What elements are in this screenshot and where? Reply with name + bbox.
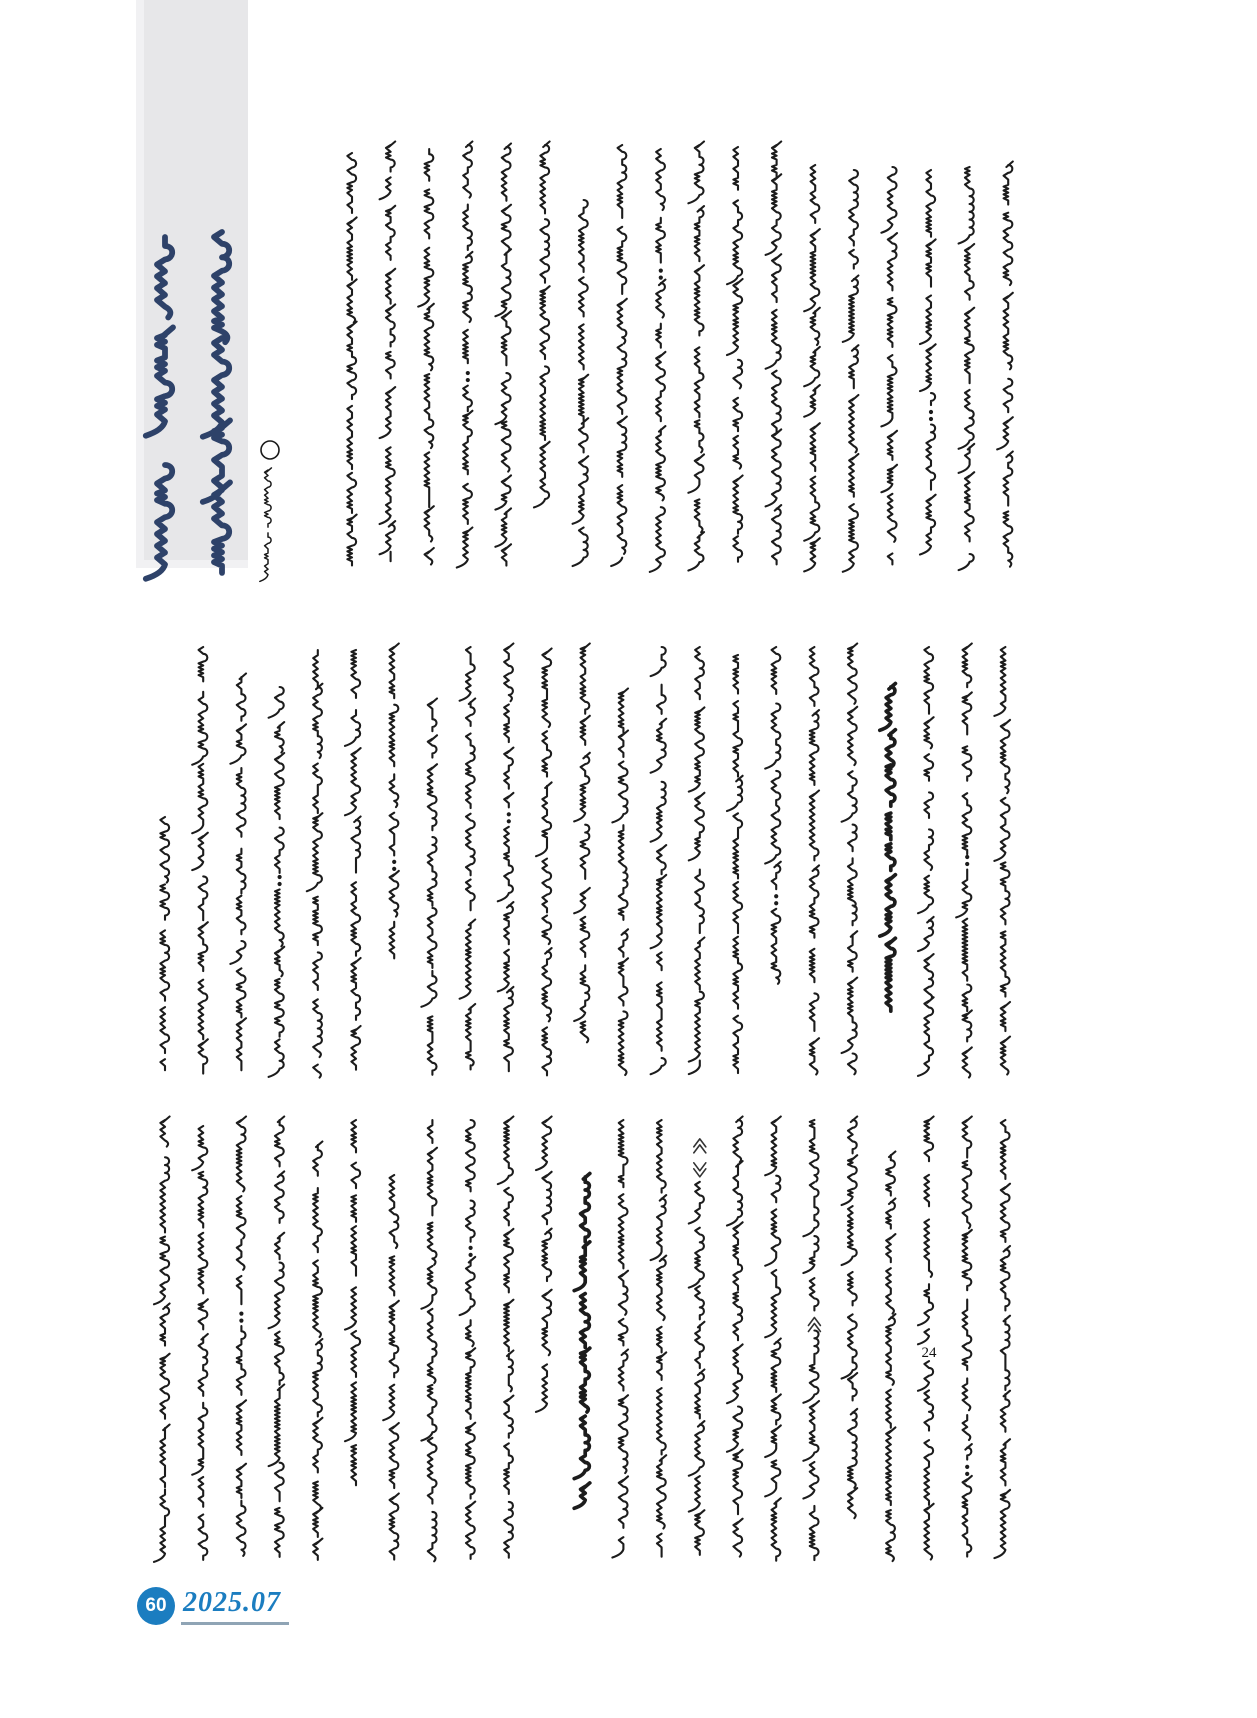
text-column: [230, 674, 246, 1071]
text-column: [727, 1117, 743, 1557]
text-column: [237, 1117, 246, 1556]
masthead-title: [146, 232, 230, 579]
text-column: [421, 699, 437, 1075]
text-column: [918, 1117, 934, 1560]
mongolian-punctuation-dots: [659, 276, 663, 280]
mongolian-punctuation-dots: [774, 894, 778, 898]
text-column: [192, 647, 208, 1074]
quote-close-mark: [694, 1139, 706, 1153]
text-column: [727, 655, 743, 1073]
text-column: [997, 162, 1013, 567]
issue-label: 2025.07: [183, 1587, 281, 1618]
text-column: [574, 644, 590, 1043]
issue-wrap: [181, 1587, 285, 1625]
text-column: [380, 142, 396, 562]
text-column: [843, 170, 859, 572]
quote-close-mark: [808, 1317, 820, 1331]
text-column: [269, 687, 285, 1077]
bold-heading-column: [880, 684, 896, 1012]
text-column: [810, 647, 819, 1075]
text-column: [383, 1175, 399, 1560]
text-column: [804, 165, 820, 571]
text-column: [766, 142, 782, 565]
text-column: [765, 647, 781, 984]
text-column: [881, 167, 897, 565]
mongolian-punctuation-dots: [965, 862, 969, 866]
author-marker-circle: [261, 441, 279, 459]
author-line: [260, 441, 279, 581]
mongolian-punctuation-dots: [507, 812, 511, 816]
mongolian-punctuation-dots: [469, 1246, 473, 1250]
mongolian-punctuation-dots: [965, 1465, 969, 1469]
text-column: [994, 1120, 1010, 1558]
text-column: [536, 1117, 552, 1412]
text-column: [390, 644, 399, 959]
mongolian-punctuation-dots: [929, 410, 933, 414]
text-column: [347, 153, 356, 566]
text-column: [842, 1117, 858, 1519]
page-number: 60: [145, 1595, 167, 1616]
text-column: [920, 170, 936, 554]
text-column: [994, 647, 1010, 1075]
mongolian-punctuation-dots: [239, 1319, 243, 1323]
mongolian-punctuation-dots: [239, 1312, 243, 1316]
text-column: [345, 1120, 360, 1485]
mongolian-punctuation-dots: [929, 417, 933, 421]
mongolian-punctuation-dots: [392, 860, 396, 864]
text-column: [269, 1117, 285, 1557]
bold-heading-column: [574, 1174, 590, 1509]
text-column: [886, 1152, 895, 1562]
footer: [137, 1583, 285, 1629]
footer-rule: [181, 1622, 289, 1625]
mongolian-punctuation-dots: [469, 1253, 473, 1257]
text-band-2: [160, 644, 1010, 1078]
text-column: [421, 1120, 437, 1561]
text-column: [651, 1120, 667, 1557]
text-column: [956, 644, 972, 1078]
text-column: [160, 817, 169, 1070]
title-column: [146, 237, 173, 579]
text-column: [192, 1126, 208, 1560]
mongolian-punctuation-dots: [774, 901, 778, 905]
text-column: [307, 650, 323, 1078]
page-number-badge: [137, 1587, 175, 1625]
inline-number: 24: [921, 1345, 937, 1362]
text-column: [651, 647, 667, 1074]
text-column: [963, 1117, 972, 1557]
quote-open-mark: [694, 1163, 706, 1177]
mongolian-punctuation-dots: [466, 378, 470, 382]
text-column: [573, 200, 589, 566]
text-column: [765, 1117, 781, 1561]
text-column: [536, 649, 552, 1076]
text-column: [689, 647, 705, 1074]
text-column: [313, 1142, 322, 1560]
text-column: [498, 1117, 514, 1558]
text-column: [495, 144, 511, 566]
mongolian-punctuation-dots: [278, 875, 282, 879]
text-column: [154, 1117, 170, 1562]
text-column: [612, 689, 628, 1075]
text-column: [612, 1120, 628, 1558]
text-column: [650, 149, 666, 572]
text-column: [959, 167, 975, 570]
mongolian-punctuation-dots: [965, 1472, 969, 1476]
text-column: [803, 1120, 819, 1560]
mongolian-punctuation-dots: [507, 819, 511, 823]
mongolian-punctuation-dots: [659, 269, 663, 273]
text-column: [918, 647, 934, 1076]
text-column: [727, 147, 743, 562]
text-column: [345, 650, 361, 1070]
text-column: [689, 1182, 705, 1555]
text-band-3: [154, 1117, 1010, 1562]
text-column: [842, 644, 858, 1075]
text-column: [611, 145, 627, 566]
text-band-1: [347, 142, 1012, 572]
text-column: [688, 142, 704, 571]
text-column: [457, 142, 473, 568]
author-name-column: [260, 468, 272, 581]
mongolian-punctuation-dots: [965, 855, 969, 859]
mongolian-punctuation-dots: [466, 371, 470, 375]
title-column: [203, 232, 230, 573]
text-column: [534, 142, 550, 508]
mongolian-punctuation-dots: [392, 867, 396, 871]
text-column: [498, 644, 514, 1072]
text-column: [418, 149, 434, 565]
text-column: [460, 1120, 476, 1559]
mongolian-punctuation-dots: [278, 882, 282, 886]
text-column: [460, 647, 476, 1070]
